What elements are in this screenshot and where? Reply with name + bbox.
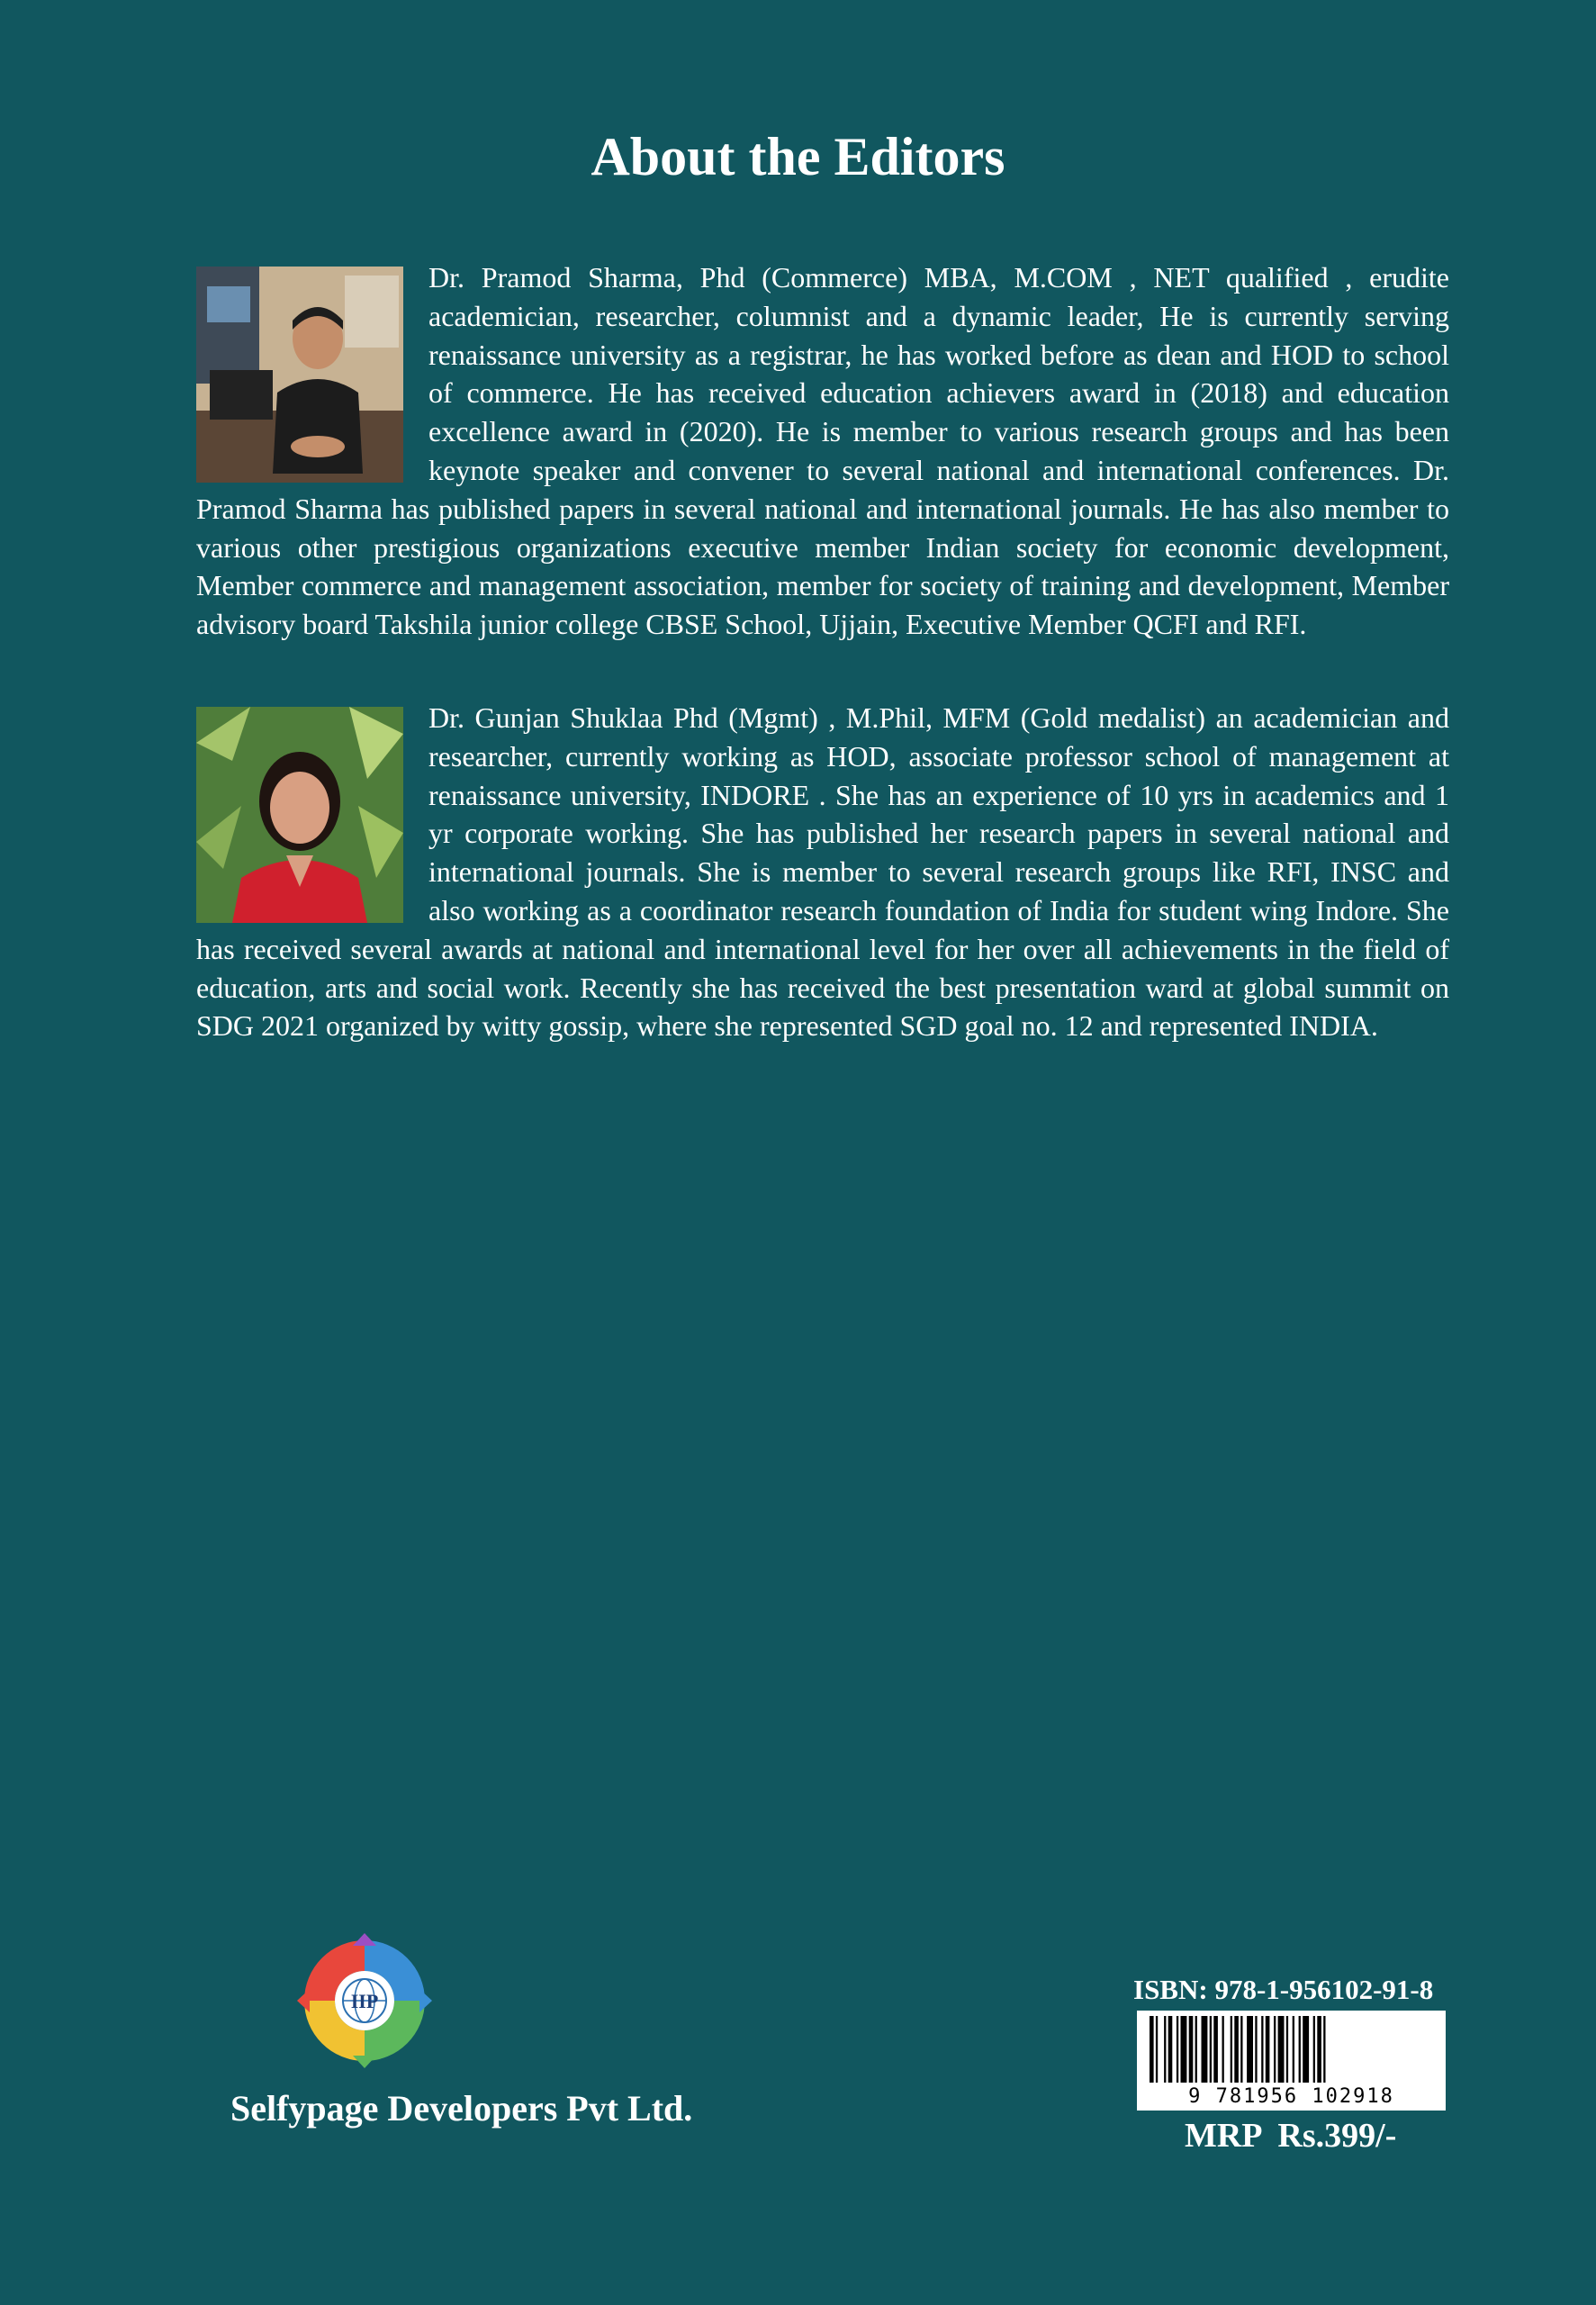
barcode-bar <box>1168 2016 1173 2083</box>
barcode-bar <box>1181 2016 1187 2083</box>
barcode-bar <box>1313 2016 1315 2083</box>
isbn-barcode <box>1137 2011 1446 2111</box>
barcode-bar <box>1210 2016 1212 2083</box>
barcode-bar <box>1222 2016 1224 2083</box>
barcode-bar <box>1247 2016 1253 2083</box>
barcode-bar <box>1299 2016 1301 2083</box>
page-title: About the Editors <box>591 127 1005 186</box>
barcode-bar <box>1261 2016 1263 2083</box>
barcode-bar <box>1202 2016 1208 2083</box>
editor-photo-1 <box>196 267 403 483</box>
isbn-text: ISBN: 978-1-956102-91-8 <box>1133 1974 1434 2005</box>
logo-text: IIP <box>350 1990 379 2012</box>
price-text: MRP Rs.399/- <box>1185 2117 1397 2155</box>
barcode-bar <box>1156 2016 1158 2083</box>
barcode-bar <box>1234 2016 1239 2083</box>
barcode-digits: 9 781956 102918 <box>1188 2085 1394 2108</box>
barcode-bar <box>1231 2016 1232 2083</box>
barcode-bar <box>1213 2016 1218 2083</box>
barcode-bar <box>1303 2016 1309 2083</box>
barcode-bar <box>1255 2016 1257 2083</box>
editor-bio-text-2: Dr. Gunjan Shuklaa Phd (Mgmt) , M.Phil, MFM (Gold medalist) an academician and researcher, currently working as HOD, associate professor school of management at renaissance university, INDORE . She has an experience of 10 yrs in academics and 1 yr corporate working. She has published her research papers in several national and international journals. She is member to several research groups like RFI, INSC and also working as a coordinator research foundation of India for student wing Indore. She has received several awards at national and international level for her over all achievements in the field of education, arts and social work. Recently she has received the best presentation ward at global summit on SDG 2021 organized by witty gossip, where she represented SGD goal no. 12 and represented INDIA. <box>196 701 1449 1043</box>
barcode-bar <box>1274 2016 1276 2083</box>
barcode-bar <box>1293 2016 1294 2083</box>
editor-bio-1 <box>196 258 1449 644</box>
barcode-bar <box>1189 2016 1194 2083</box>
barcode-bar <box>1278 2016 1285 2083</box>
barcode-bar <box>1317 2016 1321 2083</box>
barcode-bar <box>1195 2016 1197 2083</box>
barcode-bar <box>1240 2016 1242 2083</box>
barcode-bar <box>1150 2016 1154 2083</box>
barcode-bar <box>1266 2016 1270 2083</box>
publisher-name: Selfypage Developers Pvt Ltd. <box>230 2088 693 2129</box>
editor-bio-2 <box>196 699 1449 1045</box>
barcode-bar <box>1164 2016 1166 2083</box>
barcode-bar <box>1177 2016 1178 2083</box>
barcode-bar <box>1323 2016 1325 2083</box>
editor-bio-text-1: Dr. Pramod Sharma, Phd (Commerce) MBA, M.COM , NET qualified , erudite academician, researcher, columnist and a dynamic leader, He is currently serving renaissance university as a registrar, he has worked before as dean and HOD to school of commerce. He has received education achievers award in (2018) and education excellence award in (2020). He is member to various research groups and has been keynote speaker and convener to several national and international conferences. Dr. Pramod Sharma has published papers in several national and international journals. He has also member to various other prestigious organizations executive member Indian society for economic development, Member commerce and management association, member for society of training and development, Member advisory board Takshila junior college CBSE School, Ujjain, Executive Member QCFI and RFI. <box>196 261 1449 641</box>
editor-photo-2 <box>196 707 403 923</box>
barcode-bar <box>1286 2016 1288 2083</box>
publisher-logo <box>297 1933 432 2068</box>
